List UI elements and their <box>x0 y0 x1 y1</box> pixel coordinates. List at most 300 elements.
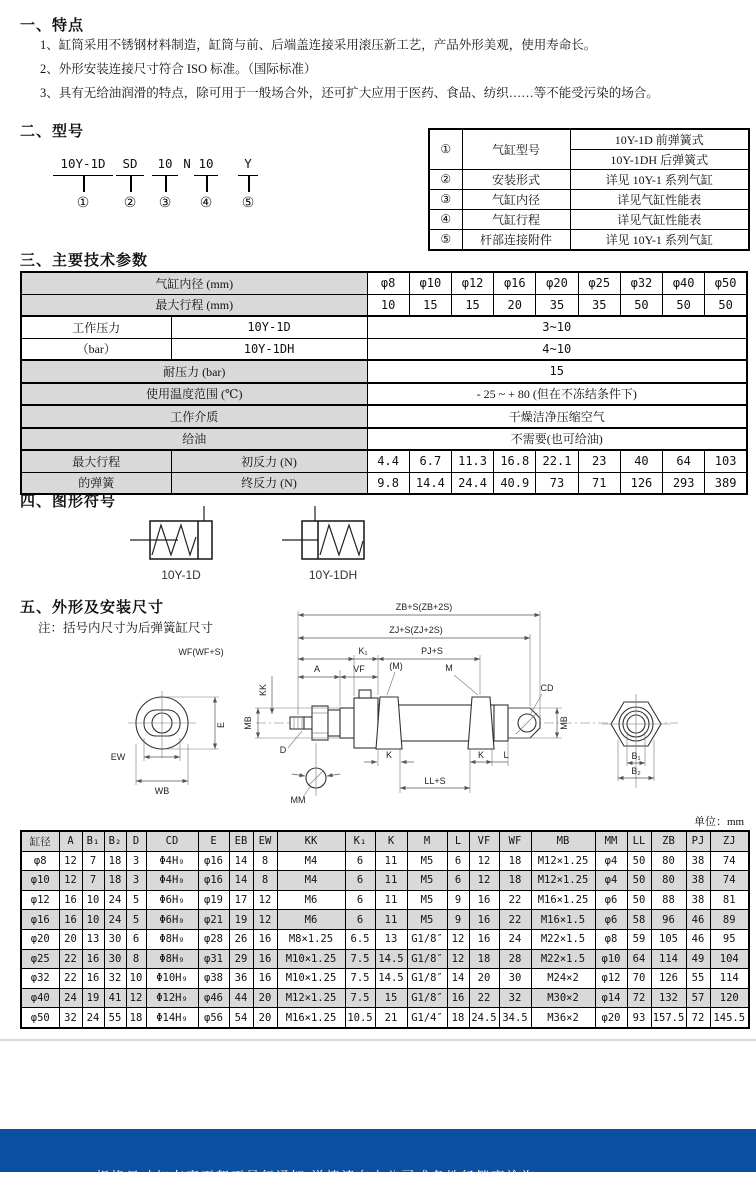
dim-cell: 17 <box>229 890 253 910</box>
model-num-cell: ② <box>429 170 462 190</box>
spec-label: 给油 <box>21 428 367 451</box>
spec-cell: 126 <box>620 472 662 494</box>
dim-cell: 24 <box>82 1008 104 1028</box>
table-row <box>21 910 749 930</box>
dim-cell: 16 <box>82 949 104 969</box>
dim-col-header: MM <box>595 831 627 851</box>
dim-cell: φ4 <box>595 871 627 891</box>
dim-cell: M12×1.25 <box>531 851 595 871</box>
dim-cell: 18 <box>104 851 126 871</box>
dim-cell: 58 <box>627 910 651 930</box>
table-row <box>429 190 749 210</box>
dim-label-PJ: PJ+S <box>421 646 443 656</box>
dim-col-header: 缸径 <box>21 831 59 851</box>
spec-label: （bar） <box>21 338 171 360</box>
table-row <box>21 294 747 316</box>
dim-cell: 24 <box>104 890 126 910</box>
dim-cell: M16×1.25 <box>277 1008 345 1028</box>
table-row <box>21 890 749 910</box>
spec-label: 最大行程 <box>21 450 171 472</box>
dim-cell: 14 <box>229 851 253 871</box>
dim-col-header: D <box>126 831 146 851</box>
dimensions-heading: 五、外形及安装尺寸 <box>20 600 165 616</box>
dim-label-MM: MM <box>290 795 306 805</box>
dim-cell: 12 <box>253 890 277 910</box>
spec-cell: φ8 <box>367 272 409 294</box>
dim-cell: 10 <box>82 910 104 930</box>
dim-cell: 34.5 <box>499 1008 531 1028</box>
dim-cell: 20 <box>469 969 499 989</box>
spec-cell: φ25 <box>578 272 620 294</box>
dim-cell: 96 <box>651 910 686 930</box>
dim-cell: M5 <box>407 871 447 891</box>
dim-cell: G1/8″ <box>407 988 447 1008</box>
dim-cell: 126 <box>651 969 686 989</box>
dim-cell: 3 <box>126 871 146 891</box>
model-code-diagram <box>50 156 290 226</box>
spec-cell: 35 <box>578 294 620 316</box>
model-code-tick <box>83 176 85 192</box>
dim-cell: 24 <box>104 910 126 930</box>
dim-label-L: L <box>503 750 509 760</box>
dim-col-header: EB <box>229 831 253 851</box>
spec-sublabel: 终反力 (N) <box>171 472 367 494</box>
dim-cell: 7.5 <box>345 949 375 969</box>
dim-cell: 16 <box>253 949 277 969</box>
spec-label: 使用温度范围 (℃) <box>21 383 367 406</box>
dim-cell: 5 <box>126 910 146 930</box>
dim-cell: M22×1.5 <box>531 929 595 949</box>
table-row <box>21 871 749 891</box>
dim-cell: 46 <box>686 910 710 930</box>
dim-cell: 9 <box>447 910 469 930</box>
spec-cell: 50 <box>620 294 662 316</box>
dim-cell: φ38 <box>198 969 229 989</box>
dim-cell: 10.5 <box>345 1008 375 1028</box>
spec-cell: 50 <box>663 294 705 316</box>
dim-cell: 36 <box>229 969 253 989</box>
spec-label: 工作介质 <box>21 405 367 428</box>
unit-label: 单位：mm <box>694 816 745 828</box>
table-row <box>21 929 749 949</box>
dim-cell: 6.5 <box>345 929 375 949</box>
dim-cell: 105 <box>651 929 686 949</box>
model-code-tick <box>206 176 208 192</box>
symbols-heading: 四、图形符号 <box>20 494 117 510</box>
model-value-cell: 10Y-1DH 后弹簧式 <box>570 150 749 170</box>
dim-col-header: B₂ <box>104 831 126 851</box>
spec-cell: φ50 <box>705 272 747 294</box>
dim-cell: 18 <box>469 949 499 969</box>
spec-cell: 40.9 <box>494 472 536 494</box>
dim-cell: 16 <box>59 910 82 930</box>
dim-label-ZB: ZB+S(ZB+2S) <box>395 602 453 612</box>
dim-cell: 6 <box>345 851 375 871</box>
dim-label-MB-left: MB <box>243 716 253 730</box>
dim-cell: φ12 <box>595 969 627 989</box>
dim-cell: 26 <box>229 929 253 949</box>
table-row <box>21 272 747 294</box>
dim-cell: 19 <box>82 988 104 1008</box>
dim-cell: φ8 <box>21 851 59 871</box>
dim-cell: 6 <box>447 871 469 891</box>
dim-cell: 18 <box>447 1008 469 1028</box>
dim-cell: 49 <box>686 949 710 969</box>
dim-cell: M36×2 <box>531 1008 595 1028</box>
dim-cell: 70 <box>627 969 651 989</box>
dim-col-header: MB <box>531 831 595 851</box>
dim-cell: 12 <box>447 949 469 969</box>
dim-cell: 12 <box>447 929 469 949</box>
dim-cell: 12 <box>469 871 499 891</box>
dim-cell: φ6 <box>595 910 627 930</box>
dim-cell: M16×1.5 <box>531 910 595 930</box>
model-code-part: 10 <box>194 156 218 176</box>
dim-cell: 50 <box>627 890 651 910</box>
dim-label-K-rear: K <box>477 750 485 760</box>
footer-band <box>0 1129 756 1184</box>
table-row <box>21 472 747 494</box>
dim-cell: Φ6H₉ <box>146 890 198 910</box>
dim-cell: 16 <box>253 929 277 949</box>
spec-cell: φ40 <box>663 272 705 294</box>
feature-item: 2、外形安装连接尺寸符合 ISO 标准。（国际标准） <box>40 62 317 76</box>
model-code-part: N <box>183 156 191 171</box>
model-num-cell: ③ <box>429 190 462 210</box>
footer-clipped-text: 规格尺寸如有变更恕不另行通知 详情请向本公司或各地经销商洽询 <box>96 1169 537 1184</box>
dim-label-D: D <box>279 745 287 755</box>
table-row <box>21 851 749 871</box>
feature-item: 1、缸筒采用不锈钢材料制造，缸筒与前、后端盖连接采用滚压新工艺，产品外形美观，使用寿命长。 <box>40 38 597 52</box>
dim-cell: 12 <box>253 910 277 930</box>
dim-cell: 38 <box>686 890 710 910</box>
dim-cell: 16 <box>253 969 277 989</box>
spec-label: 的弹簧 <box>21 472 171 494</box>
dim-col-header: A <box>59 831 82 851</box>
dim-cell: 9 <box>447 890 469 910</box>
dim-cell: 74 <box>710 851 749 871</box>
symbol-label: 10Y-1DH <box>308 568 358 582</box>
dim-cell: M12×1.25 <box>277 988 345 1008</box>
dim-cell: 104 <box>710 949 749 969</box>
spec-cell: 6.7 <box>409 450 451 472</box>
spec-cell: φ20 <box>536 272 578 294</box>
dim-cell: 13 <box>82 929 104 949</box>
dim-cell: 20 <box>253 1008 277 1028</box>
dim-cell: 6 <box>126 929 146 949</box>
dim-cell: 21 <box>375 1008 407 1028</box>
dim-cell: 16 <box>469 910 499 930</box>
dim-cell: Φ8H₉ <box>146 949 198 969</box>
dim-cell: φ56 <box>198 1008 229 1028</box>
model-code-num: ① <box>76 195 90 211</box>
dim-cell: M6 <box>277 910 345 930</box>
symbol-front-spring <box>130 506 212 582</box>
dim-cell: φ14 <box>595 988 627 1008</box>
spec-cell: φ32 <box>620 272 662 294</box>
dim-cell: φ32 <box>21 969 59 989</box>
model-code-part: Y <box>238 156 258 176</box>
dim-cell: 74 <box>710 871 749 891</box>
dim-label-MB-right: MB <box>559 716 569 730</box>
table-row <box>21 969 749 989</box>
dim-label-B2: B₂ <box>631 766 641 776</box>
dim-label-E: E <box>216 721 226 729</box>
dim-cell: 24.5 <box>469 1008 499 1028</box>
dim-cell: 32 <box>104 969 126 989</box>
dim-label-M-rear: M <box>445 663 453 673</box>
model-code-num: ③ <box>158 195 172 211</box>
dim-label-VF: VF <box>353 664 365 674</box>
spec-value: 不需要(也可给油) <box>367 428 747 451</box>
dim-cell: 120 <box>710 988 749 1008</box>
table-row <box>21 988 749 1008</box>
dim-label-A: A <box>313 664 321 674</box>
dim-label-EW: EW <box>110 752 126 762</box>
dim-cell: 114 <box>710 969 749 989</box>
dim-cell: φ21 <box>198 910 229 930</box>
dim-col-header: KK <box>277 831 345 851</box>
model-value-cell: 10Y-1D 前弹簧式 <box>570 129 749 150</box>
dim-cell: 57 <box>686 988 710 1008</box>
dim-cell: φ46 <box>198 988 229 1008</box>
dim-cell: Φ14H₉ <box>146 1008 198 1028</box>
dim-cell: φ20 <box>595 1008 627 1028</box>
dim-cell: φ16 <box>198 871 229 891</box>
dim-cell: 38 <box>686 871 710 891</box>
table-row <box>21 316 747 338</box>
spec-cell: 10 <box>367 294 409 316</box>
dim-col-header: EW <box>253 831 277 851</box>
dim-cell: 6 <box>345 890 375 910</box>
dim-cell: 15 <box>375 988 407 1008</box>
dim-cell: 10 <box>82 890 104 910</box>
spec-cell: φ12 <box>451 272 493 294</box>
dim-cell: 64 <box>627 949 651 969</box>
spec-cell: 22.1 <box>536 450 578 472</box>
model-value-cell: 详见气缸性能表 <box>570 210 749 230</box>
dim-cell: 145.5 <box>710 1008 749 1028</box>
model-code-tick <box>130 176 132 192</box>
dim-cell: 5 <box>126 890 146 910</box>
dim-cell: 12 <box>59 871 82 891</box>
features-heading: 一、特点 <box>20 18 85 34</box>
dim-cell: 80 <box>651 871 686 891</box>
model-code-num: ⑤ <box>241 195 255 211</box>
dim-cell: 14 <box>229 871 253 891</box>
model-code-part: 10 <box>152 156 178 176</box>
table-header-row <box>21 831 749 851</box>
dim-cell: Φ8H₉ <box>146 929 198 949</box>
spec-label: 最大行程 (mm) <box>21 294 367 316</box>
table-row <box>21 405 747 428</box>
dim-cell: 16 <box>82 969 104 989</box>
model-label-cell: 气缸型号 <box>462 129 570 170</box>
dim-cell: 16 <box>469 890 499 910</box>
dim-cell: φ31 <box>198 949 229 969</box>
dim-cell: M4 <box>277 851 345 871</box>
dim-col-header: VF <box>469 831 499 851</box>
dim-col-header: M <box>407 831 447 851</box>
dim-cell: M8×1.25 <box>277 929 345 949</box>
dim-cell: φ19 <box>198 890 229 910</box>
model-code-num: ④ <box>199 195 213 211</box>
dim-cell: φ10 <box>595 949 627 969</box>
dim-cell: 12 <box>469 851 499 871</box>
spec-value: 干燥洁净压缩空气 <box>367 405 747 428</box>
dim-cell: 55 <box>686 969 710 989</box>
dim-col-header: PJ <box>686 831 710 851</box>
dim-cell: 93 <box>627 1008 651 1028</box>
dim-cell: 6 <box>345 871 375 891</box>
dim-cell: 10 <box>126 969 146 989</box>
dim-cell: 30 <box>499 969 531 989</box>
dim-cell: Φ10H₉ <box>146 969 198 989</box>
spec-cell: 15 <box>409 294 451 316</box>
dimension-drawing <box>6 598 750 818</box>
dim-col-header: L <box>447 831 469 851</box>
spec-cell: 9.8 <box>367 472 409 494</box>
dim-cell: 16 <box>59 890 82 910</box>
dim-cell: φ4 <box>595 851 627 871</box>
dim-cell: φ40 <box>21 988 59 1008</box>
dim-cell: 11 <box>375 910 407 930</box>
pneumatic-symbols-drawing <box>130 503 410 588</box>
dim-cell: 32 <box>59 1008 82 1028</box>
spec-cell: 4.4 <box>367 450 409 472</box>
dim-cell: 8 <box>126 949 146 969</box>
dim-cell: Φ4H₉ <box>146 851 198 871</box>
dim-cell: φ25 <box>21 949 59 969</box>
dim-cell: 16 <box>447 988 469 1008</box>
dim-label-B1: B₁ <box>631 751 641 761</box>
dim-cell: 18 <box>499 871 531 891</box>
dim-label-ZJ: ZJ+S(ZJ+2S) <box>389 625 443 635</box>
dim-label-M-front: (M) <box>389 661 403 671</box>
symbol-rear-spring <box>282 506 364 582</box>
spec-cell: 16.8 <box>494 450 536 472</box>
dim-col-header: ZJ <box>710 831 749 851</box>
dim-col-header: LL <box>627 831 651 851</box>
dim-cell: 7.5 <box>345 969 375 989</box>
dim-cell: 55 <box>104 1008 126 1028</box>
dim-cell: M30×2 <box>531 988 595 1008</box>
spec-cell: 71 <box>578 472 620 494</box>
dim-cell: 157.5 <box>651 1008 686 1028</box>
dim-cell: M5 <box>407 910 447 930</box>
model-num-cell: ④ <box>429 210 462 230</box>
model-legend-table <box>428 128 750 251</box>
dim-cell: 30 <box>104 949 126 969</box>
spec-cell: 50 <box>705 294 747 316</box>
dim-cell: φ50 <box>21 1008 59 1028</box>
spec-cell: 14.4 <box>409 472 451 494</box>
dim-cell: M22×1.5 <box>531 949 595 969</box>
model-code-tick <box>165 176 167 192</box>
dim-cell: 38 <box>686 851 710 871</box>
table-row <box>429 129 749 150</box>
specs-heading: 三、主要技术参数 <box>20 253 149 269</box>
dim-cell: φ12 <box>21 890 59 910</box>
dim-cell: Φ4H₉ <box>146 871 198 891</box>
dim-cell: Φ6H₉ <box>146 910 198 930</box>
dim-cell: 12 <box>59 851 82 871</box>
dim-cell: 50 <box>627 871 651 891</box>
dim-cell: φ28 <box>198 929 229 949</box>
table-row <box>21 450 747 472</box>
dim-label-WF: WF(WF+S) <box>178 647 224 657</box>
dim-cell: 22 <box>499 890 531 910</box>
spec-cell: 293 <box>663 472 705 494</box>
symbol-label: 10Y-1D <box>161 568 201 582</box>
dim-cell: 6 <box>345 910 375 930</box>
dim-cell: 59 <box>627 929 651 949</box>
spec-value: 15 <box>367 360 747 383</box>
dim-cell: 11 <box>375 871 407 891</box>
dim-cell: 18 <box>126 1008 146 1028</box>
spec-cell: 73 <box>536 472 578 494</box>
spec-cell: 64 <box>663 450 705 472</box>
spec-cell: φ16 <box>494 272 536 294</box>
dim-cell: G1/4″ <box>407 1008 447 1028</box>
features-list <box>40 38 740 110</box>
dim-cell: 14.5 <box>375 969 407 989</box>
table-row <box>21 949 749 969</box>
dim-cell: 16 <box>469 929 499 949</box>
table-row <box>21 360 747 383</box>
model-num-cell: ① <box>429 129 462 170</box>
feature-item: 3、具有无给油润滑的特点，除可用于一般场合外，还可扩大应用于医药、食品、纺织……等不能受污染的场合。 <box>40 86 659 100</box>
dim-cell: φ10 <box>21 871 59 891</box>
dim-cell: 72 <box>627 988 651 1008</box>
spec-label: 气缸内径 (mm) <box>21 272 367 294</box>
dim-cell: 29 <box>229 949 253 969</box>
dim-cell: M6 <box>277 890 345 910</box>
dim-label-KK: KK <box>258 683 268 697</box>
dim-cell: M10×1.25 <box>277 969 345 989</box>
spec-sublabel: 10Y-1DH <box>171 338 367 360</box>
spec-value: 4~10 <box>367 338 747 360</box>
dim-cell: 20 <box>59 929 82 949</box>
dim-cell: 114 <box>651 949 686 969</box>
dim-cell: G1/8″ <box>407 949 447 969</box>
dim-cell: 12 <box>126 988 146 1008</box>
table-row <box>21 338 747 360</box>
dim-cell: φ8 <box>595 929 627 949</box>
spec-value: - 25 ~ + 80 (但在不冻结条件下) <box>367 383 747 406</box>
dim-cell: 24 <box>499 929 531 949</box>
dim-cell: 18 <box>104 871 126 891</box>
dim-cell: 7 <box>82 851 104 871</box>
dim-cell: φ16 <box>21 910 59 930</box>
table-row <box>429 230 749 251</box>
dim-cell: 24 <box>59 988 82 1008</box>
dim-cell: 22 <box>59 969 82 989</box>
divider-line <box>0 1039 756 1041</box>
dim-cell: φ20 <box>21 929 59 949</box>
dim-cell: 41 <box>104 988 126 1008</box>
model-code-part: SD <box>116 156 144 176</box>
spec-sublabel: 初反力 (N) <box>171 450 367 472</box>
dim-label-WB: WB <box>154 786 170 796</box>
dim-cell: M10×1.25 <box>277 949 345 969</box>
spec-cell: φ10 <box>409 272 451 294</box>
dim-cell: 13 <box>375 929 407 949</box>
dim-cell: φ16 <box>198 851 229 871</box>
model-code-tick <box>248 176 250 192</box>
dim-cell: M5 <box>407 890 447 910</box>
spec-cell: 103 <box>705 450 747 472</box>
